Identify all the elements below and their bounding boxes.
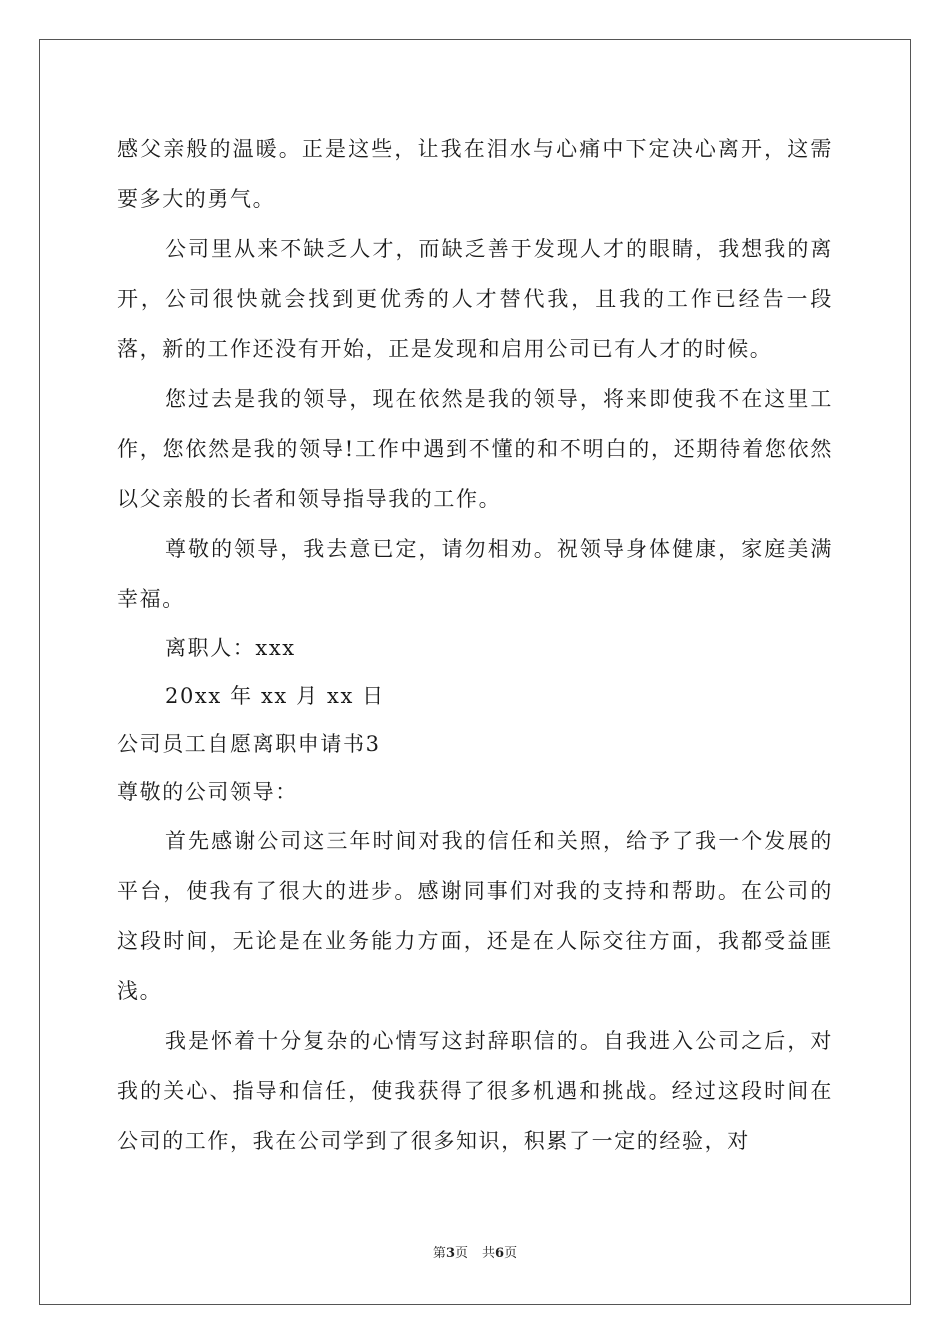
- paragraph-5: 首先感谢公司这三年时间对我的信任和关照，给予了我一个发展的平台，使我有了很大的进步。感谢同事们对我的支持和帮助。在公司的这段时间，无论是在业务能力方面，还是在人际交往方面，我都受益匪浅。: [117, 829, 833, 1003]
- paragraph-6: 我是怀着十分复杂的心情写这封辞职信的。自我进入公司之后，对我的关心、指导和信任，使我获得了很多机遇和挑战。经过这段时间在公司的工作，我在公司学到了很多知识，积累了一定的经验，对: [117, 1029, 833, 1153]
- total-suffix: 页: [504, 1246, 518, 1261]
- paragraph-4: 尊敬的领导，我去意已定，请勿相劝。祝领导身体健康，家庭美满幸福。: [117, 537, 833, 611]
- total-prefix: 共: [482, 1246, 496, 1261]
- resigner-line: 离职人：xxx: [165, 636, 296, 660]
- date-line: 20xx 年 xx 月 xx 日: [165, 684, 385, 708]
- page-total: 6: [495, 1246, 505, 1261]
- document-body: [117, 124, 833, 1166]
- section-title: 公司员工自愿离职申请书3: [117, 732, 381, 756]
- page-suffix: 页: [454, 1246, 468, 1261]
- page-current: 3: [445, 1246, 455, 1261]
- paragraph-1: 感父亲般的温暖。正是这些，让我在泪水与心痛中下定决心离开，这需要多大的勇气。: [117, 137, 833, 211]
- page-footer: [0, 1245, 950, 1263]
- salutation: 尊敬的公司领导：: [117, 780, 298, 804]
- paragraph-3: 您过去是我的领导，现在依然是我的领导，将来即使我不在这里工作，您依然是我的领导!工作中遇到不懂的和不明白的，还期待着您依然以父亲般的长者和领导指导我的工作。: [117, 387, 833, 511]
- paragraph-2: 公司里从来不缺乏人才，而缺乏善于发现人才的眼睛，我想我的离开，公司很快就会找到更优秀的人才替代我，且我的工作已经告一段落，新的工作还没有开始，正是发现和启用公司已有人才的时候。: [117, 237, 833, 361]
- page-prefix: 第: [432, 1246, 446, 1261]
